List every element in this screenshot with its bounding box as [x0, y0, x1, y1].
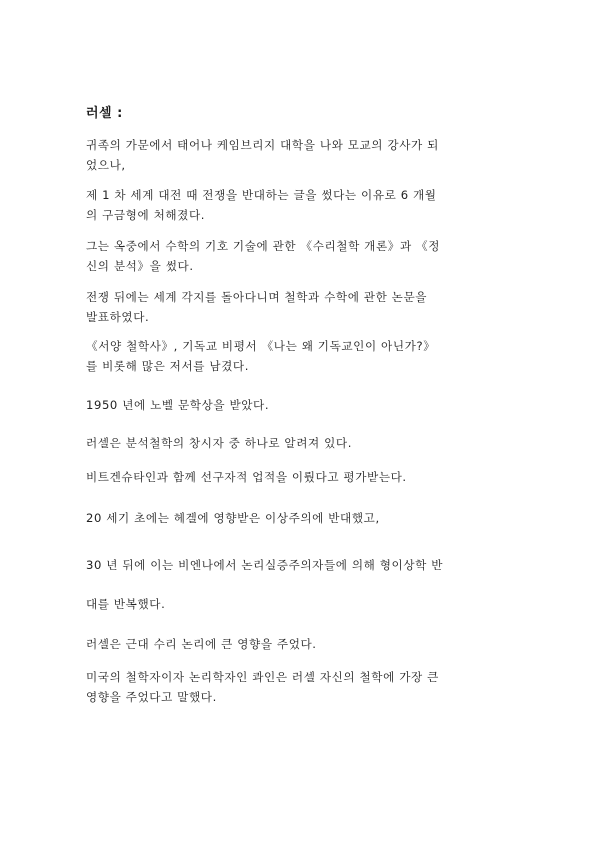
paragraph-line: 제 1 차 세계 대전 때 전쟁을 반대하는 글을 썼다는 이유로 6 개월 [86, 188, 437, 202]
paragraph-line: 30 년 뒤에 이는 비엔나에서 논리실증주의자들에 의해 형이상학 반 [86, 558, 444, 572]
paragraph-line: 전쟁 뒤에는 세계 각지를 돌아다니며 철학과 수학에 관한 논문을 [86, 290, 428, 304]
paragraph-10 [86, 555, 516, 575]
paragraph-line: 러셀은 근대 수리 논리에 큰 영향을 주었다. [86, 637, 317, 651]
paragraph-line: 영향을 주었다고 말했다. [86, 690, 217, 704]
paragraph-6 [86, 395, 516, 415]
paragraph-4 [86, 287, 516, 327]
paragraph-line: 20 세기 초에는 헤겔에 영향받은 이상주의에 반대했고, [86, 511, 380, 525]
paragraph-line: 었으나, [86, 158, 126, 172]
paragraph-line: 발표하였다. [86, 310, 150, 324]
paragraph-11 [86, 594, 516, 614]
paragraph-line: 비트겐슈타인과 함께 선구자적 업적을 이뤘다고 평가받는다. [86, 470, 407, 484]
paragraph-line: 미국의 철학자이자 논리학자인 콰인은 러셀 자신의 철학에 가장 큰 [86, 670, 439, 684]
paragraph-line: 그는 옥중에서 수학의 기호 기술에 관한 《수리철학 개론》과 《정 [86, 239, 441, 253]
paragraph-9 [86, 508, 516, 528]
paragraph-line: 《서양 철학사》, 기독교 비평서 《나는 왜 기독교인이 아닌가?》 [86, 339, 436, 353]
paragraph-line: 신의 분석》을 썼다. [86, 259, 194, 273]
paragraph-1 [86, 135, 516, 175]
paragraph-line: 1950 년에 노벨 문학상을 받았다. [86, 398, 270, 412]
paragraph-line: 러셀은 분석철학의 창시자 중 하나로 알려져 있다. [86, 436, 352, 450]
document-heading: 러셀 : [86, 106, 123, 121]
paragraph-7 [86, 433, 516, 453]
paragraph-2 [86, 185, 516, 225]
paragraph-5 [86, 336, 516, 376]
paragraph-12 [86, 634, 516, 654]
paragraph-line: 대를 반복했다. [86, 597, 166, 611]
paragraph-8 [86, 467, 516, 487]
paragraph-3 [86, 236, 516, 276]
paragraph-line: 귀족의 가문에서 태어나 케임브리지 대학을 나와 모교의 강사가 되 [86, 138, 439, 152]
paragraph-13 [86, 667, 516, 707]
paragraph-line: 의 구금형에 처해졌다. [86, 208, 206, 222]
paragraph-line: 를 비롯해 많은 저서를 남겼다. [86, 359, 250, 373]
